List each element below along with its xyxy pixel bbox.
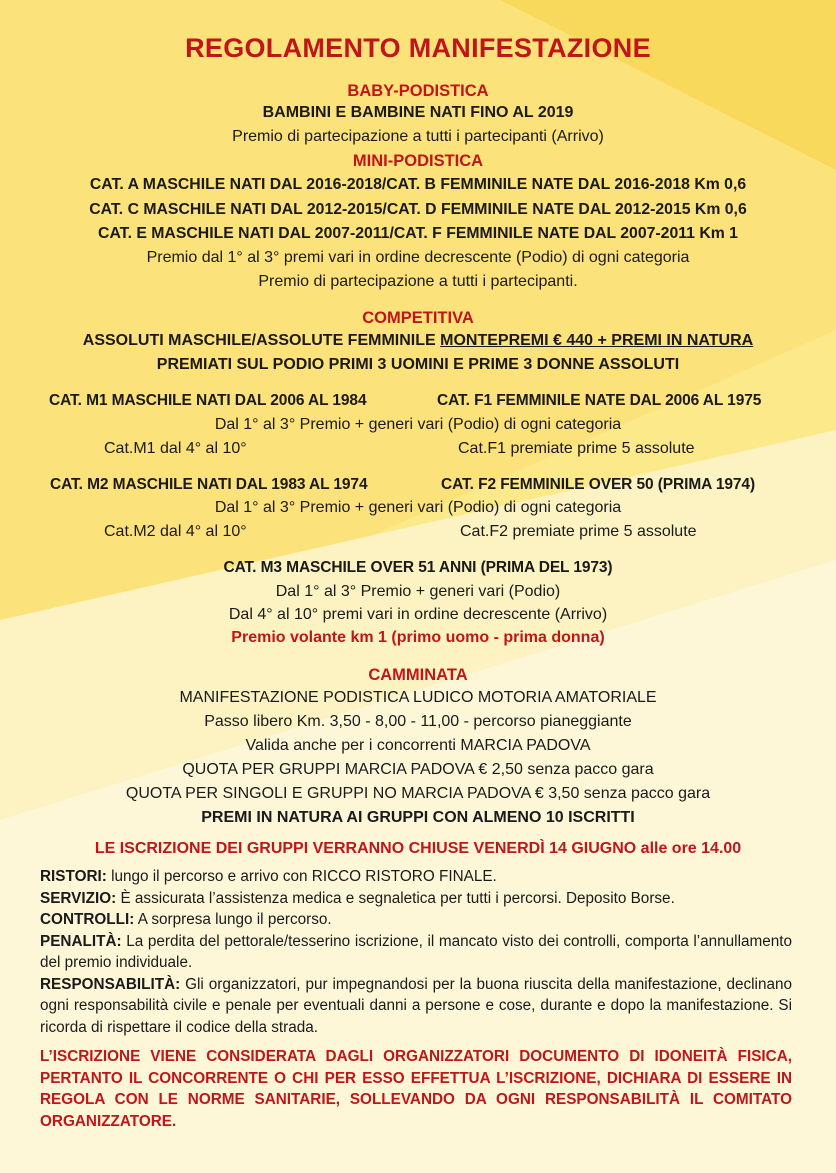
- controlli-label: CONTROLLI:: [40, 911, 135, 928]
- premio-volante: Premio volante km 1 (primo uomo - prima donna): [231, 629, 605, 646]
- servizio-label: SERVIZIO:: [40, 889, 117, 907]
- servizio-text: È assicurata l’assistenza medica e segnaletica per tutti i percorsi. Deposito Borse.: [116, 889, 675, 907]
- m3-prize-2: Dal 4° al 10° premi vari in ordine decrescente (Arrivo): [228, 606, 608, 623]
- m1f1-prize: Dal 1° al 3° Premio + generi vari (Podio) di ogni categoria: [214, 416, 622, 433]
- m2f2-prize: Dal 1° al 3° Premio + generi vari (Podio) di ogni categoria: [214, 499, 622, 516]
- rule-servizio: [40, 888, 792, 910]
- controlli-text: A sorpresa lungo il percorso.: [134, 911, 332, 928]
- rule-ristori: [40, 866, 792, 888]
- mini-cat-3: CAT. E MASCHILE NATI DAL 2007-2011/CAT. F FEMMINILE NATE DAL 2007-2011 Km 1: [98, 225, 738, 242]
- m1-extra: Cat.M1 dal 4° al 10°: [104, 440, 247, 457]
- rule-penalita: [40, 931, 792, 974]
- camminata-line-5: QUOTA PER SINGOLI E GRUPPI NO MARCIA PADOVA € 3,50 senza pacco gara: [125, 785, 711, 802]
- camminata-line-1: MANIFESTAZIONE PODISTICA LUDICO MOTORIA AMATORIALE: [179, 689, 657, 706]
- responsabilita-label: RESPONSABILITÀ:: [40, 975, 181, 993]
- assoluti-text: ASSOLUTI MASCHILE/ASSOLUTE FEMMINILE: [82, 332, 441, 349]
- camminata-line-3: Valida anche per i concorrenti MARCIA PADOVA: [245, 737, 591, 754]
- baby-line-2: Premio di partecipazione a tutti i partecipanti (Arrivo): [232, 128, 604, 145]
- camminata-heading: CAMMINATA: [368, 666, 468, 684]
- montepremi-text: MONTEPREMI € 440 + PREMI IN NATURA: [440, 332, 754, 349]
- cat-f1: CAT. F1 FEMMINILE NATE DAL 2006 AL 1975: [437, 392, 762, 409]
- cat-f2: CAT. F2 FEMMINILE OVER 50 (PRIMA 1974): [441, 476, 756, 493]
- camminata-line-4: QUOTA PER GRUPPI MARCIA PADOVA € 2,50 senza pacco gara: [182, 761, 654, 778]
- podio-line: PREMIATI SUL PODIO PRIMI 3 UOMINI E PRIME 3 DONNE ASSOLUTI: [156, 356, 680, 373]
- iscrizione-chiusa: LE ISCRIZIONE DEI GRUPPI VERRANNO CHIUSE VENERDÌ 14 GIUGNO alle ore 14.00: [94, 840, 742, 857]
- mini-cat-2: CAT. C MASCHILE NATI DAL 2012-2015/CAT. D FEMMINILE NATE DAL 2012-2015 Km 0,6: [89, 201, 747, 218]
- camminata-line-6: PREMI IN NATURA AI GRUPPI CON ALMENO 10 ISCRITTI: [201, 809, 635, 826]
- responsabilita-text: Gli organizzatori, pur impegnandosi per la buona riuscita della manifestazione, declinano ogni responsabilità civile e penale per eventuali danni a persone e cose, durante e dopo la manifestazione. Si ricorda di rispettare il codice della strada.: [40, 975, 792, 1036]
- rules-block: [40, 866, 792, 1038]
- baby-heading: BABY-PODISTICA: [347, 82, 489, 100]
- cat-m2: CAT. M2 MASCHILE NATI DAL 1983 AL 1974: [50, 476, 368, 493]
- mini-prize-1: Premio dal 1° al 3° premi vari in ordine decrescente (Podio) di ogni categoria: [146, 249, 690, 266]
- page-title: REGOLAMENTO MANIFESTAZIONE: [185, 33, 651, 63]
- penalita-text: La perdita del pettorale/tesserino iscrizione, il mancato visto dei controlli, comporta l’annullamento del premio individuale.: [40, 932, 792, 971]
- rule-responsabilita: [40, 974, 792, 1039]
- camminata-line-2: Passo libero Km. 3,50 - 8,00 - 11,00 - percorso pianeggiante: [204, 713, 632, 730]
- mini-cat-1: CAT. A MASCHILE NATI DAL 2016-2018/CAT. B FEMMINILE NATE DAL 2016-2018 Km 0,6: [89, 176, 747, 193]
- disclaimer: L’ISCRIZIONE VIENE CONSIDERATA DAGLI ORGANIZZATORI DOCUMENTO DI IDONEITÀ FISICA, PERTANTO IL CONCORRENTE O CHI PER ESSO EFFETTUA L’ISCRIZIONE, DICHIARA DI ESSERE IN REGOLA CON LE NORME SANITARIE, SOLLEVANDO DA OGNI RESPONSABILITÀ IL COMITATO ORGANIZZATORE.: [40, 1048, 792, 1130]
- f2-extra: Cat.F2 premiate prime 5 assolute: [460, 523, 697, 540]
- penalita-label: PENALITÀ:: [40, 932, 122, 950]
- cat-m1: CAT. M1 MASCHILE NATI DAL 2006 AL 1984: [49, 392, 367, 409]
- cat-m3: CAT. M3 MASCHILE OVER 51 ANNI (PRIMA DEL 1973): [223, 559, 613, 576]
- assoluti-line: [0, 332, 836, 350]
- ristori-label: RISTORI:: [40, 868, 107, 885]
- ristori-text: lungo il percorso e arrivo con RICCO RISTORO FINALE.: [106, 868, 497, 885]
- mini-heading: MINI-PODISTICA: [352, 152, 484, 170]
- competitiva-heading: COMPETITIVA: [362, 309, 474, 327]
- m2-extra: Cat.M2 dal 4° al 10°: [104, 523, 247, 540]
- m3-prize-1: Dal 1° al 3° Premio + generi vari (Podio): [275, 583, 561, 600]
- f1-extra: Cat.F1 premiate prime 5 assolute: [458, 440, 695, 457]
- rule-controlli: [40, 909, 792, 931]
- baby-line-1: BAMBINI E BAMBINE NATI FINO AL 2019: [262, 104, 574, 121]
- mini-prize-2: Premio di partecipazione a tutti i partecipanti.: [258, 273, 578, 290]
